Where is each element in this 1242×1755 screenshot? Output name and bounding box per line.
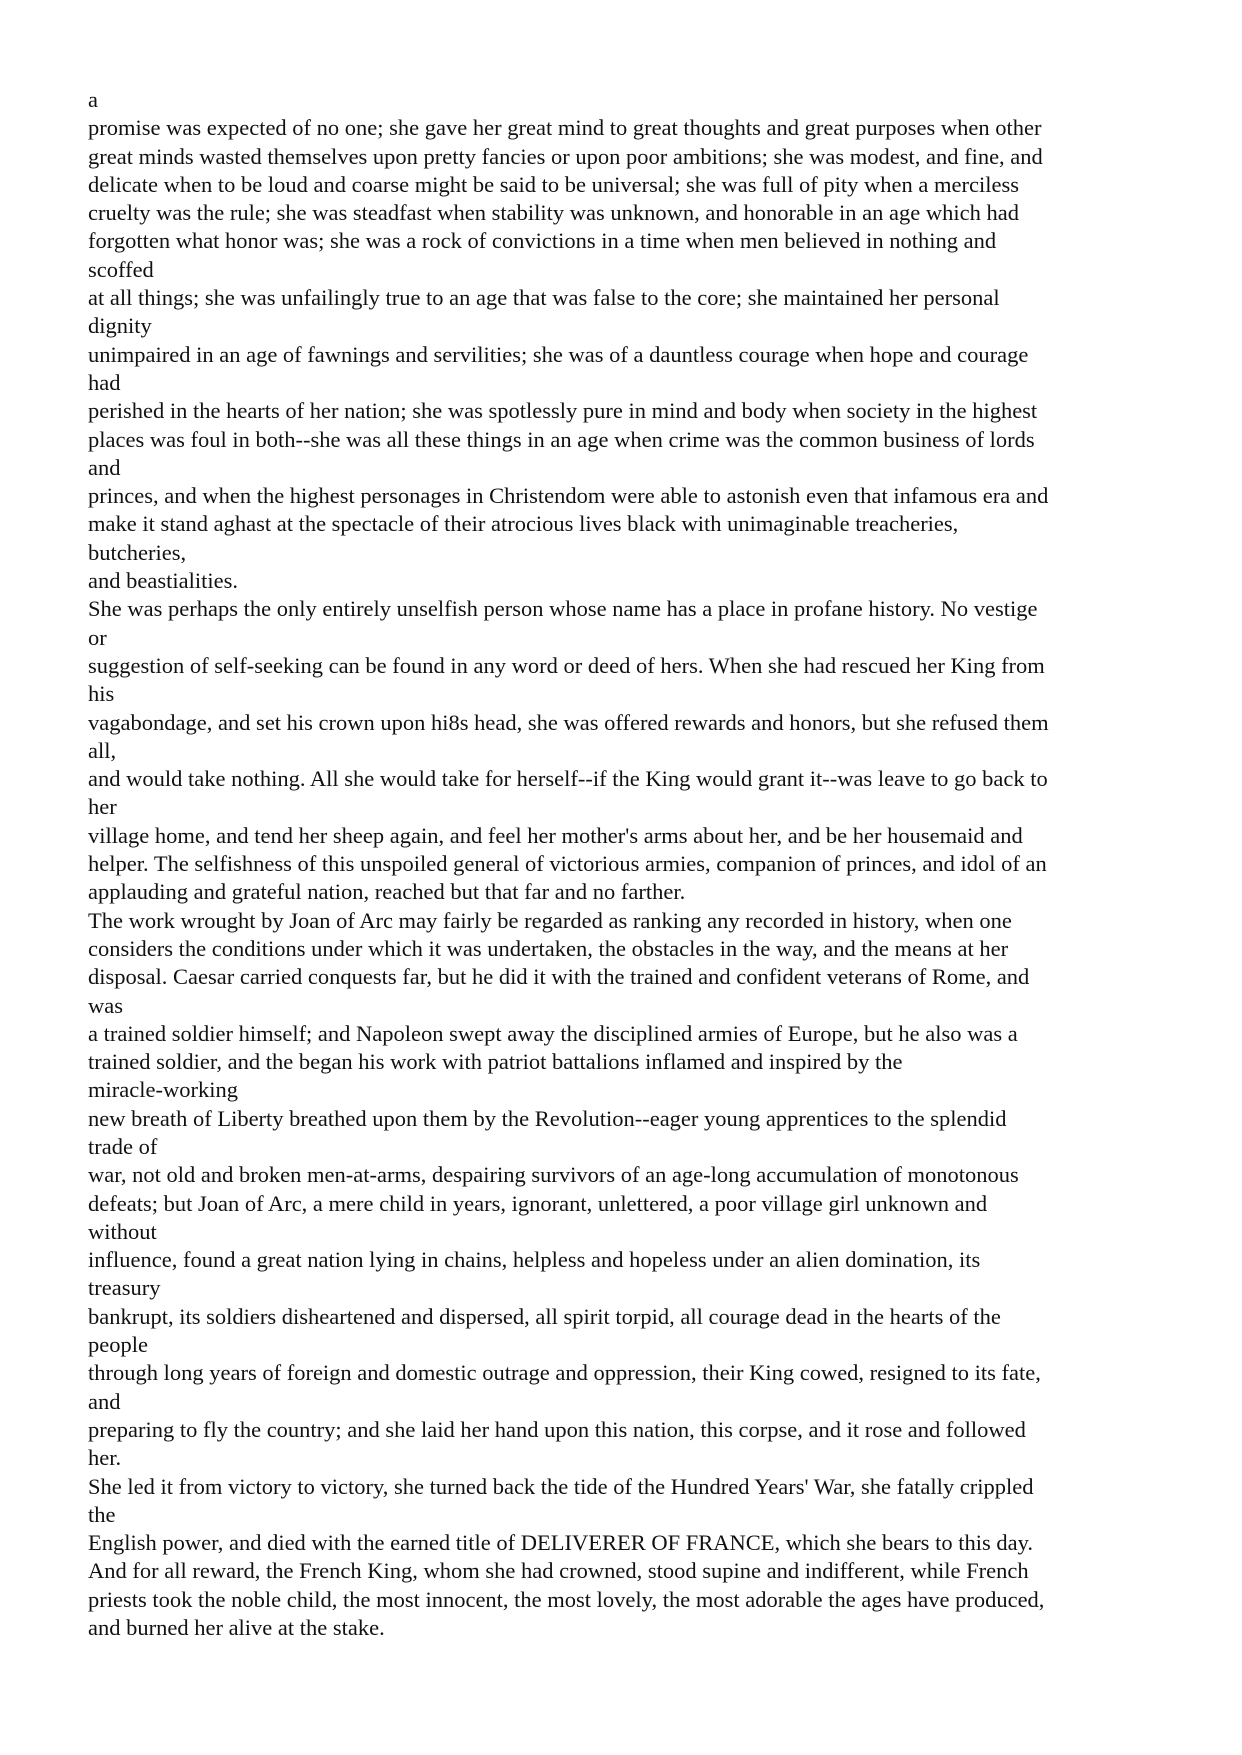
text-line: applauding and grateful nation, reached but that far and no farther. bbox=[88, 879, 686, 905]
text-line: war, not old and broken men-at-arms, despairing survivors of an age-long accumulation of monotonous bbox=[88, 1162, 1019, 1188]
text-line: defeats; but Joan of Arc, a mere child in years, ignorant, unlettered, a poor village girl unknown and bbox=[88, 1190, 988, 1216]
text-line: princes, and when the highest personages in Christendom were able to astonish even that infamous era and bbox=[88, 483, 1049, 509]
text-line: The work wrought by Joan of Arc may fairly be regarded as ranking any recorded in history, when one bbox=[88, 907, 1012, 933]
document-page bbox=[88, 86, 1188, 1642]
text-line: scoffed bbox=[88, 256, 154, 282]
text-line: through long years of foreign and domestic outrage and oppression, their King cowed, resigned to its fate, bbox=[88, 1360, 1041, 1386]
text-line: and beastialities. bbox=[88, 568, 238, 594]
text-line: bankrupt, its soldiers disheartened and dispersed, all spirit torpid, all courage dead in the hearts of the bbox=[88, 1303, 1001, 1329]
text-line: butcheries, bbox=[88, 539, 187, 565]
text-line: her bbox=[88, 794, 117, 820]
text-line: She led it from victory to victory, she turned back the tide of the Hundred Years' War, she fatally crippled bbox=[88, 1473, 1034, 1499]
text-line: helper. The selfishness of this unspoiled general of victorious armies, companion of princes, and idol of an bbox=[88, 851, 1047, 877]
text-line: and would take nothing. All she would take for herself--if the King would grant it--was leave to go back to bbox=[88, 766, 1048, 792]
text-line: without bbox=[88, 1218, 157, 1244]
text-line: the bbox=[88, 1501, 116, 1527]
text-line: priests took the noble child, the most innocent, the most lovely, the most adorable the ages have produced, bbox=[88, 1586, 1045, 1612]
text-line: forgotten what honor was; she was a rock of convictions in a time when men believed in nothing and bbox=[88, 228, 997, 254]
text-line: disposal. Caesar carried conquests far, but he did it with the trained and confident veterans of Rome, and bbox=[88, 964, 1030, 990]
text-line: and bbox=[88, 454, 121, 480]
text-line: suggestion of self-seeking can be found in any word or deed of hers. When she had rescued her King from bbox=[88, 652, 1045, 678]
text-line: village home, and tend her sheep again, and feel her mother's arms about her, and be her housemaid and bbox=[88, 822, 1023, 848]
text-line: And for all reward, the French King, whom she had crowned, stood supine and indifferent, while French bbox=[88, 1558, 1029, 1584]
text-line: people bbox=[88, 1332, 148, 1358]
text-line: new breath of Liberty breathed upon them by the Revolution--eager young apprentices to the splendid bbox=[88, 1105, 1007, 1131]
text-line: perished in the hearts of her nation; she was spotlessly pure in mind and body when society in the highest bbox=[88, 398, 1038, 424]
text-line: at all things; she was unfailingly true to an age that was false to the core; she maintained her personal bbox=[88, 285, 1000, 311]
text-line: was bbox=[88, 992, 123, 1018]
text-line: dignity bbox=[88, 313, 152, 339]
text-line: and burned her alive at the stake. bbox=[88, 1615, 385, 1641]
text-line: considers the conditions under which it was undertaken, the obstacles in the way, and the means at her bbox=[88, 935, 1009, 961]
text-line: make it stand aghast at the spectacle of their atrocious lives black with unimaginable treacheries, bbox=[88, 511, 959, 537]
text-line: great minds wasted themselves upon pretty fancies or upon poor ambitions; she was modest, and fine, and bbox=[88, 143, 1043, 169]
text-line: trained soldier, and the began his work with patriot battalions inflamed and inspired by the bbox=[88, 1049, 903, 1075]
text-line: trade of bbox=[88, 1133, 158, 1159]
text-line: She was perhaps the only entirely unselfish person whose name has a place in profane history. No vestige bbox=[88, 596, 1038, 622]
text-line: places was foul in both--she was all these things in an age when crime was the common business of lords bbox=[88, 426, 1035, 452]
text-line: treasury bbox=[88, 1275, 161, 1301]
text-line: all, bbox=[88, 737, 117, 763]
text-line: and bbox=[88, 1388, 121, 1414]
text-line: miracle-working bbox=[88, 1077, 238, 1103]
text-line: a bbox=[88, 87, 98, 112]
text-line: unimpaired in an age of fawnings and servilities; she was of a dauntless courage when hope and courage bbox=[88, 341, 1029, 367]
text-line: a trained soldier himself; and Napoleon swept away the disciplined armies of Europe, but he also was a bbox=[88, 1020, 1018, 1046]
text-line: promise was expected of no one; she gave her great mind to great thoughts and great purposes when other bbox=[88, 115, 1042, 141]
text-line: English power, and died with the earned title of DELIVERER OF FRANCE, which she bears to this day. bbox=[88, 1530, 1033, 1556]
text-line: her. bbox=[88, 1445, 122, 1471]
text-line: or bbox=[88, 624, 107, 650]
text-line: preparing to fly the country; and she laid her hand upon this nation, this corpse, and it rose and followed bbox=[88, 1416, 1026, 1442]
text-line: vagabondage, and set his crown upon hi8s head, she was offered rewards and honors, but she refused them bbox=[88, 709, 1049, 735]
text-line: his bbox=[88, 681, 115, 707]
text-line: delicate when to be loud and coarse might be said to be universal; she was full of pity when a merciless bbox=[88, 171, 1019, 197]
text-line: had bbox=[88, 369, 121, 395]
text-line: cruelty was the rule; she was steadfast when stability was unknown, and honorable in an age which had bbox=[88, 200, 1019, 226]
text-line: influence, found a great nation lying in chains, helpless and hopeless under an alien domination, its bbox=[88, 1247, 981, 1273]
